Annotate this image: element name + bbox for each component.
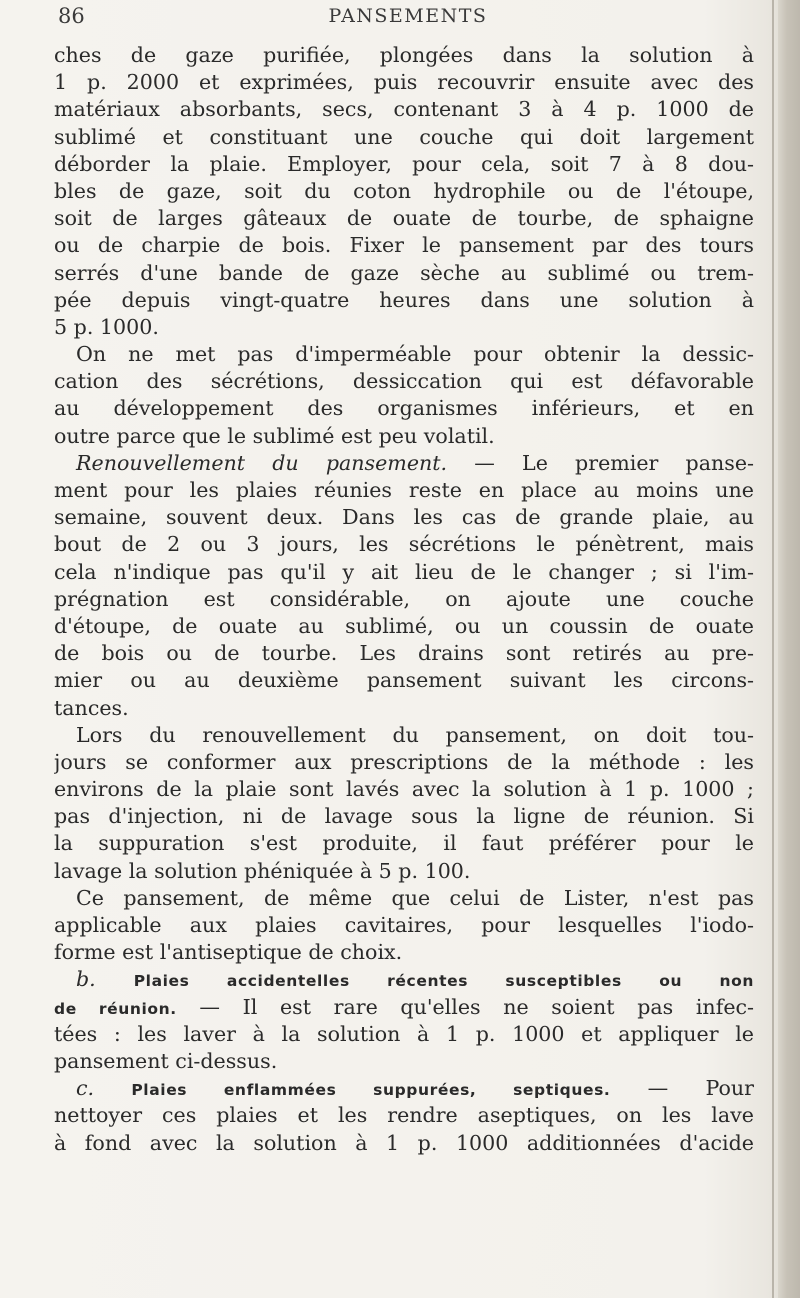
page-number: 86	[58, 4, 85, 28]
text-line: lavage la solution phéniquée à 5 p. 100.	[54, 858, 471, 883]
section-heading-line: Renouvellement du pansement. — Le premier panse-	[76, 450, 754, 475]
text-line: ou de charpie de bois. Fixer le pansement par des tours	[54, 233, 754, 258]
text-line: ment pour les plaies réunies reste en place au moins une	[54, 478, 754, 502]
subsection-b-title-cont: de réunion.	[54, 999, 177, 1018]
text-line: pansement ci-dessus.	[54, 1048, 278, 1073]
text-line: prégnation est considérable, on ajoute une couche	[54, 586, 754, 611]
text-line: déborder la plaie. Employer, pour cela, soit 7 à 8 dou-	[54, 151, 754, 176]
subsection-c-heading: c. Plaies enflammées suppurées, septiques. — Pour	[76, 1076, 754, 1101]
text-line: jours se conformer aux prescriptions de la méthode : les	[54, 749, 754, 774]
text-line: bout de 2 ou 3 jours, les sécrétions le pénètrent, mais	[54, 532, 754, 557]
text-line: forme est l'antiseptique de choix.	[54, 940, 403, 965]
item-letter-c: c.	[76, 1076, 95, 1101]
item-letter-b: b.	[76, 967, 96, 992]
section-title: Renouvellement du pansement.	[76, 450, 448, 475]
text-line: 1 p. 2000 et exprimées, puis recouvrir ensuite avec des	[54, 70, 754, 95]
text-line: bles de gaze, soit du coton hydrophile ou de l'étoupe,	[54, 178, 754, 203]
text-line: nettoyer ces plaies et les rendre aseptiques, on les lave	[54, 1103, 754, 1128]
text-line: de réunion. — Il est rare qu'elles ne soient pas infec-	[54, 994, 754, 1019]
text-line: cation des sécrétions, dessiccation qui est défavorable	[54, 369, 754, 394]
text-line: pée depuis vingt-quatre heures dans une solution à	[54, 287, 754, 312]
text-line: au développement des organismes inférieurs, et en	[54, 396, 754, 421]
text-line: outre parce que le sublimé est peu volatil.	[54, 423, 495, 448]
paragraph-start-line: Lors du renouvellement du pansement, on doit tou-	[76, 722, 754, 747]
book-fore-edge	[778, 0, 800, 1298]
text-line: tances.	[54, 695, 129, 720]
text-line: mier ou au deuxième pansement suivant les circons-	[54, 668, 754, 693]
paragraph-start-line: On ne met pas d'imperméable pour obtenir la dessic-	[76, 342, 754, 367]
text-line: à fond avec la solution à 1 p. 1000 additionnées d'acide	[54, 1130, 754, 1155]
text-line: d'étoupe, de ouate au sublimé, ou un coussin de ouate	[54, 613, 754, 638]
subsection-c-title: Plaies enflammées suppurées, septiques.	[131, 1081, 611, 1100]
text-line: soit de larges gâteaux de ouate de tourbe, de sphaigne	[54, 206, 754, 231]
body-text	[54, 42, 754, 1157]
page-header	[58, 4, 758, 34]
text-line: applicable aux plaies cavitaires, pour lesquelles l'iodo-	[54, 913, 754, 937]
page-edge-line	[772, 0, 774, 1298]
text-line: environs de la plaie sont lavés avec la solution à 1 p. 1000 ;	[54, 777, 754, 802]
text-line: semaine, souvent deux. Dans les cas de grande plaie, au	[54, 505, 754, 530]
text-line: 5 p. 1000.	[54, 314, 159, 339]
text-line: ches de gaze purifiée, plongées dans la solution à	[54, 43, 754, 67]
text-line: pas d'injection, ni de lavage sous la ligne de réunion. Si	[54, 804, 754, 829]
text-line: la suppuration s'est produite, il faut préférer pour le	[54, 831, 754, 856]
text-line: cela n'indique pas qu'il y ait lieu de le changer ; si l'im-	[54, 559, 754, 584]
text-line: matériaux absorbants, secs, contenant 3 à 4 p. 1000 de	[54, 97, 754, 122]
running-head: PANSEMENTS	[328, 5, 488, 27]
text-line: serrés d'une bande de gaze sèche au sublimé ou trem-	[54, 260, 754, 285]
paragraph-start-line: Ce pansement, de même que celui de Lister, n'est pas	[76, 885, 754, 910]
text-line: tées : les laver à la solution à 1 p. 1000 et appliquer le	[54, 1021, 754, 1046]
subsection-b-heading	[54, 966, 754, 993]
subsection-b-title: Plaies accidentelles récentes susceptibles ou non	[133, 972, 754, 991]
text-line: sublimé et constituant une couche qui doit largement	[54, 124, 754, 149]
text-line: de bois ou de tourbe. Les drains sont retirés au pre-	[54, 641, 754, 666]
